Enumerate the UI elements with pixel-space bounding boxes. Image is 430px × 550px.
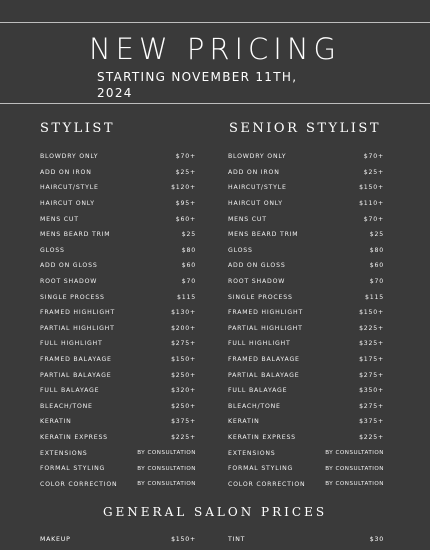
price-row xyxy=(40,445,196,461)
service-price: $150+ xyxy=(359,309,384,317)
price-row xyxy=(40,274,196,290)
service-price: BY CONSULTATION xyxy=(325,465,384,472)
service-name: FRAMED BALAYAGE xyxy=(40,356,112,364)
general-price-row-left xyxy=(40,536,196,543)
service-price: BY CONSULTATION xyxy=(325,481,384,488)
page-title: NEW PRICING xyxy=(88,32,342,66)
service-name: GLOSS xyxy=(228,246,253,254)
general-item-name: TINT xyxy=(228,536,246,543)
general-item-name: MAKEUP xyxy=(40,536,71,543)
senior-stylist-price-list xyxy=(228,149,384,492)
service-name: KERATIN xyxy=(40,418,72,426)
service-price: $200+ xyxy=(171,324,196,332)
price-row xyxy=(40,367,196,383)
service-price: $320+ xyxy=(171,387,196,395)
service-name: ROOT SHADOW xyxy=(40,278,98,286)
service-price: $60 xyxy=(369,262,384,270)
price-row xyxy=(228,336,384,352)
price-row xyxy=(40,243,196,259)
service-price: $250+ xyxy=(171,402,196,410)
service-name: KERATIN EXPRESS xyxy=(40,433,108,441)
stylist-heading: STYLIST xyxy=(40,121,116,136)
service-name: MENS BEARD TRIM xyxy=(40,231,111,239)
service-name: FULL HIGHLIGHT xyxy=(228,340,291,348)
service-price: $60+ xyxy=(175,215,196,223)
price-row xyxy=(228,414,384,430)
general-salon-heading: GENERAL SALON PRICES xyxy=(102,505,328,519)
service-price: $70 xyxy=(181,278,196,286)
price-row xyxy=(228,367,384,383)
price-row xyxy=(40,305,196,321)
price-row xyxy=(40,461,196,477)
price-row xyxy=(228,180,384,196)
price-row xyxy=(40,430,196,446)
service-price: $25 xyxy=(369,231,384,239)
stylist-price-list xyxy=(40,149,196,492)
service-price: $325+ xyxy=(359,340,384,348)
service-name: FULL BALAYAGE xyxy=(40,387,100,395)
price-row xyxy=(228,383,384,399)
service-price: $275+ xyxy=(359,371,384,379)
price-row xyxy=(228,165,384,181)
price-row xyxy=(228,461,384,477)
service-price: $25+ xyxy=(175,168,196,176)
service-name: EXTENSIONS xyxy=(228,449,276,457)
service-name: FRAMED HIGHLIGHT xyxy=(228,309,304,317)
service-price: BY CONSULTATION xyxy=(137,481,196,488)
service-name: FORMAL STYLING xyxy=(228,465,294,473)
service-price: $120+ xyxy=(171,184,196,192)
price-row xyxy=(40,352,196,368)
service-name: KERATIN xyxy=(228,418,260,426)
general-item-price: $150+ xyxy=(171,536,196,543)
service-price: $95+ xyxy=(175,200,196,208)
service-price: $375+ xyxy=(171,418,196,426)
service-name: PARTIAL HIGHLIGHT xyxy=(228,324,303,332)
service-name: SINGLE PROCESS xyxy=(228,293,293,301)
price-row xyxy=(228,305,384,321)
service-name: HAIRCUT ONLY xyxy=(228,200,283,208)
service-name: BLOWDRY ONLY xyxy=(40,153,99,161)
service-name: MENS BEARD TRIM xyxy=(228,231,299,239)
price-row xyxy=(228,196,384,212)
price-row xyxy=(40,399,196,415)
price-row xyxy=(228,258,384,274)
top-rule xyxy=(0,22,430,23)
service-price: $175+ xyxy=(359,356,384,364)
service-name: BLOWDRY ONLY xyxy=(228,153,287,161)
service-price: $275+ xyxy=(359,402,384,410)
service-price: $80 xyxy=(181,246,196,254)
price-row xyxy=(40,165,196,181)
service-name: KERATIN EXPRESS xyxy=(228,433,296,441)
service-name: SINGLE PROCESS xyxy=(40,293,105,301)
price-row xyxy=(228,445,384,461)
service-name: EXTENSIONS xyxy=(40,449,88,457)
service-name: HAIRCUT/STYLE xyxy=(40,184,99,192)
service-price: $350+ xyxy=(359,387,384,395)
service-price: $130+ xyxy=(171,309,196,317)
price-row xyxy=(40,180,196,196)
service-name: FRAMED HIGHLIGHT xyxy=(40,309,116,317)
service-price: $250+ xyxy=(171,371,196,379)
service-name: ADD ON GLOSS xyxy=(40,262,98,270)
service-name: MENS CUT xyxy=(40,215,79,223)
service-price: BY CONSULTATION xyxy=(325,450,384,457)
price-row xyxy=(228,149,384,165)
price-row xyxy=(40,149,196,165)
price-row xyxy=(40,321,196,337)
price-row xyxy=(228,352,384,368)
service-name: HAIRCUT ONLY xyxy=(40,200,95,208)
service-name: FORMAL STYLING xyxy=(40,465,106,473)
service-price: BY CONSULTATION xyxy=(137,465,196,472)
senior-stylist-heading: SENIOR STYLIST xyxy=(229,121,381,136)
price-row xyxy=(228,476,384,492)
service-price: $150+ xyxy=(359,184,384,192)
price-row xyxy=(40,476,196,492)
service-price: $115 xyxy=(177,293,196,301)
service-name: COLOR CORRECTION xyxy=(40,480,118,488)
price-row xyxy=(40,289,196,305)
service-price: $150+ xyxy=(171,356,196,364)
service-name: HAIRCUT/STYLE xyxy=(228,184,287,192)
price-row xyxy=(228,430,384,446)
service-name: MENS CUT xyxy=(228,215,267,223)
service-price: $25 xyxy=(181,231,196,239)
service-price: $225+ xyxy=(171,433,196,441)
service-price: $115 xyxy=(365,293,384,301)
service-name: ADD ON IRON xyxy=(40,168,92,176)
price-row xyxy=(40,227,196,243)
price-row xyxy=(228,399,384,415)
price-row xyxy=(228,289,384,305)
service-name: ROOT SHADOW xyxy=(228,278,286,286)
service-name: FRAMED BALAYAGE xyxy=(228,356,300,364)
service-name: BLEACH/TONE xyxy=(40,402,93,410)
service-name: PARTIAL HIGHLIGHT xyxy=(40,324,115,332)
service-name: ADD ON IRON xyxy=(228,168,280,176)
service-name: PARTIAL BALAYAGE xyxy=(228,371,300,379)
price-row xyxy=(228,321,384,337)
price-row xyxy=(228,274,384,290)
header-rule xyxy=(0,103,430,104)
price-row xyxy=(40,414,196,430)
service-price: $70+ xyxy=(175,153,196,161)
service-price: $225+ xyxy=(359,324,384,332)
service-price: $375+ xyxy=(359,418,384,426)
price-row xyxy=(40,336,196,352)
service-price: $25+ xyxy=(363,168,384,176)
price-row xyxy=(40,258,196,274)
general-price-row-right xyxy=(228,536,384,543)
price-row xyxy=(40,211,196,227)
general-item-price: $30 xyxy=(369,536,384,543)
service-price: $110+ xyxy=(359,200,384,208)
page-subtitle: STARTING NOVEMBER 11TH, 2024 xyxy=(97,70,298,100)
service-name: COLOR CORRECTION xyxy=(228,480,306,488)
service-name: GLOSS xyxy=(40,246,65,254)
service-price: $80 xyxy=(369,246,384,254)
service-name: FULL BALAYAGE xyxy=(228,387,288,395)
service-name: ADD ON GLOSS xyxy=(228,262,286,270)
service-price: $225+ xyxy=(359,433,384,441)
price-row xyxy=(228,243,384,259)
service-price: $275+ xyxy=(171,340,196,348)
service-price: $60 xyxy=(181,262,196,270)
service-price: $70+ xyxy=(363,215,384,223)
service-name: PARTIAL BALAYAGE xyxy=(40,371,112,379)
service-price: BY CONSULTATION xyxy=(137,450,196,457)
price-row xyxy=(40,196,196,212)
service-name: FULL HIGHLIGHT xyxy=(40,340,103,348)
price-row xyxy=(228,227,384,243)
service-price: $70+ xyxy=(363,153,384,161)
service-price: $70 xyxy=(369,278,384,286)
price-row xyxy=(228,211,384,227)
price-row xyxy=(40,383,196,399)
service-name: BLEACH/TONE xyxy=(228,402,281,410)
